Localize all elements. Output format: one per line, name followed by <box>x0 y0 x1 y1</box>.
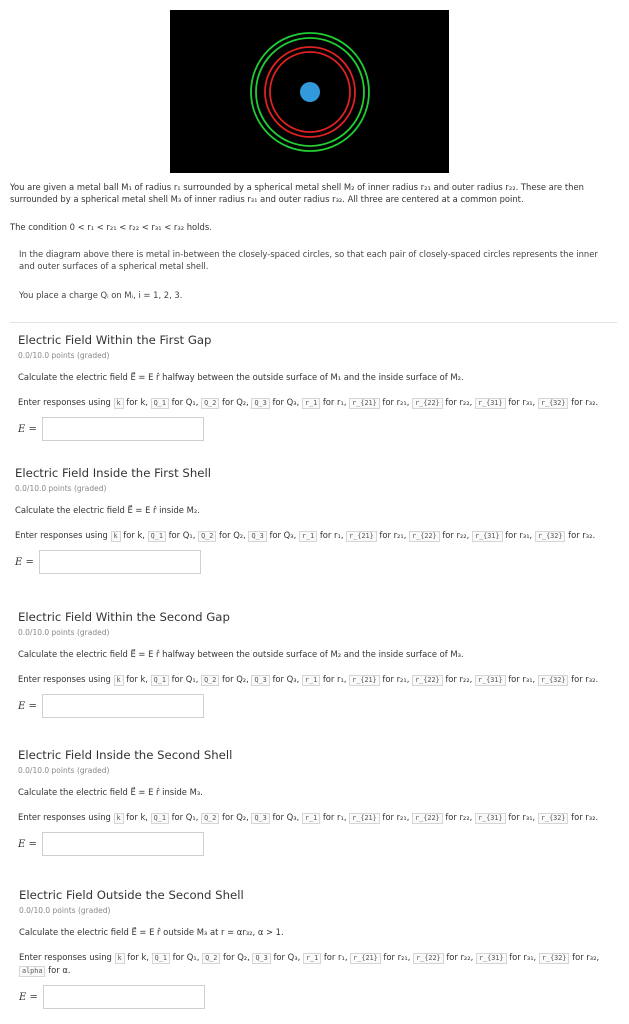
diagram-explanation: In the diagram above there is metal in-between the closely-spaced circles, so that each pair of closely-spaced circles represents the inner and outer surfaces of a spherical metal shell. <box>19 249 598 271</box>
variable-description: for r₃₁, <box>508 674 536 684</box>
variable-code-chip: k <box>114 813 124 824</box>
variable-code-chip: r_{32} <box>538 813 569 824</box>
variable-code-chip: r_{31} <box>475 675 506 686</box>
variable-description: for Q₁, <box>172 952 200 962</box>
variable-code-chip: Q_3 <box>248 531 266 542</box>
response-instructions <box>18 811 608 824</box>
variable-description: for α. <box>48 965 71 975</box>
variable-description: for r₃₁, <box>509 952 537 962</box>
variable-code-chip: Q_3 <box>251 398 269 409</box>
variable-description: for r₁, <box>322 674 347 684</box>
variable-description: for r₃₁, <box>508 397 536 407</box>
variable-code-chip: r_{32} <box>535 531 566 542</box>
variable-code-chip: k <box>111 531 121 542</box>
answer-label: E = <box>19 991 38 1003</box>
variable-description: for Q₃, <box>269 530 297 540</box>
section-points: 0.0/10.0 points (graded) <box>18 628 110 637</box>
variable-description: for Q₂, <box>222 674 249 684</box>
section-question: Calculate the electric field E⃗ = E r̂ inside M₃. <box>18 787 203 797</box>
section-title: Electric Field Within the Second Gap <box>18 610 230 624</box>
variable-code-chip: k <box>115 953 125 964</box>
variable-description: Enter responses using <box>15 530 108 540</box>
variable-description: for Q₁, <box>171 674 199 684</box>
answer-label: E = <box>18 838 37 850</box>
variable-description: for Q₂, <box>219 530 246 540</box>
variable-code-chip: r_{22} <box>412 675 443 686</box>
variable-code-chip: r_{32} <box>539 953 570 964</box>
variable-code-chip: Q_2 <box>201 813 219 824</box>
variable-description: for Q₂, <box>222 397 249 407</box>
variable-description: for Q₃, <box>273 952 301 962</box>
variable-description: for r₂₂, <box>445 397 473 407</box>
variable-code-chip: r_{21} <box>350 953 381 964</box>
variable-code-chip: r_{32} <box>538 675 569 686</box>
variable-description: for k, <box>126 397 148 407</box>
variable-description: for Q₁, <box>171 812 199 822</box>
variable-code-chip: alpha <box>19 966 45 977</box>
problem-section <box>18 748 608 856</box>
variable-description: Enter responses using <box>19 952 112 962</box>
variable-description: for k, <box>126 812 148 822</box>
variable-description: for Q₁, <box>168 530 196 540</box>
variable-description: for r₃₁, <box>505 530 533 540</box>
response-instructions <box>19 951 609 977</box>
section-title: Electric Field Inside the First Shell <box>15 466 211 480</box>
variable-description: for Q₃, <box>272 674 300 684</box>
variable-description: for Q₁, <box>171 397 199 407</box>
variable-description: for r₁, <box>322 397 347 407</box>
variable-description: for r₃₂. <box>571 397 599 407</box>
variable-description: for Q₂, <box>223 952 250 962</box>
variable-code-chip: r_1 <box>299 531 317 542</box>
section-title: Electric Field Inside the Second Shell <box>18 748 233 762</box>
variable-code-chip: r_1 <box>302 813 320 824</box>
answer-label: E = <box>15 556 34 568</box>
answer-row <box>18 694 608 718</box>
variable-code-chip: r_{21} <box>346 531 377 542</box>
divider <box>10 322 617 323</box>
variable-code-chip: Q_2 <box>202 953 220 964</box>
problem-section <box>19 888 609 1009</box>
variable-code-chip: r_{31} <box>475 398 506 409</box>
concentric-shells-diagram <box>170 10 449 173</box>
variable-code-chip: Q_3 <box>252 953 270 964</box>
section-question: Calculate the electric field E⃗ = E r̂ inside M₂. <box>15 505 200 515</box>
answer-label: E = <box>18 700 37 712</box>
problem-section <box>18 333 608 441</box>
metal-ball <box>300 82 320 102</box>
variable-code-chip: Q_1 <box>151 813 169 824</box>
variable-description: for r₃₂. <box>568 530 596 540</box>
variable-code-chip: Q_2 <box>198 531 216 542</box>
variable-description: for k, <box>123 530 145 540</box>
variable-code-chip: r_{21} <box>349 675 380 686</box>
variable-code-chip: r_{22} <box>412 398 443 409</box>
answer-input[interactable] <box>43 985 205 1009</box>
variable-code-chip: k <box>114 398 124 409</box>
variable-description: for r₃₂. <box>571 674 599 684</box>
variable-code-chip: r_{21} <box>349 398 380 409</box>
section-title: Electric Field Within the First Gap <box>18 333 212 347</box>
variable-description: for r₂₁, <box>379 530 407 540</box>
variable-description: for r₂₂, <box>446 952 474 962</box>
variable-code-chip: Q_2 <box>201 398 219 409</box>
variable-code-chip: r_1 <box>302 398 320 409</box>
variable-code-chip: r_1 <box>302 675 320 686</box>
variable-code-chip: r_{32} <box>538 398 569 409</box>
problem-section <box>15 466 605 574</box>
variable-code-chip: r_{22} <box>409 531 440 542</box>
section-points: 0.0/10.0 points (graded) <box>18 766 110 775</box>
section-title: Electric Field Outside the Second Shell <box>19 888 244 902</box>
section-question: Calculate the electric field E⃗ = E r̂ outside M₃ at r = αr₃₂, α > 1. <box>19 927 284 937</box>
variable-description: Enter responses using <box>18 397 111 407</box>
variable-description: for r₃₁, <box>508 812 536 822</box>
answer-row <box>19 985 609 1009</box>
variable-description: for r₁, <box>322 812 347 822</box>
variable-code-chip: k <box>114 675 124 686</box>
variable-code-chip: r_{22} <box>413 953 444 964</box>
section-question: Calculate the electric field E⃗ = E r̂ halfway between the outside surface of M₂ and the inside surface of M₃. <box>18 649 464 659</box>
answer-input[interactable] <box>39 550 201 574</box>
answer-row <box>18 832 608 856</box>
problem-section <box>18 610 608 718</box>
radius-condition: The condition 0 < r₁ < r₂₁ < r₂₂ < r₃₁ < r₃₂ holds. <box>10 222 212 232</box>
variable-description: Enter responses using <box>18 674 111 684</box>
variable-description: for r₁, <box>319 530 344 540</box>
variable-code-chip: r_{31} <box>472 531 503 542</box>
variable-description: for r₂₁, <box>382 397 410 407</box>
variable-description: for r₂₂, <box>445 812 473 822</box>
section-points: 0.0/10.0 points (graded) <box>18 351 110 360</box>
section-question: Calculate the electric field E⃗ = E r̂ halfway between the outside surface of M₁ and the inside surface of M₂. <box>18 372 464 382</box>
variable-code-chip: r_1 <box>303 953 321 964</box>
response-instructions <box>15 529 605 542</box>
variable-description: for r₂₁, <box>383 952 411 962</box>
answer-input[interactable] <box>42 417 204 441</box>
answer-input[interactable] <box>42 694 204 718</box>
variable-code-chip: Q_1 <box>151 398 169 409</box>
variable-description: for r₁, <box>323 952 348 962</box>
variable-code-chip: r_{31} <box>475 813 506 824</box>
variable-description: for r₂₁, <box>382 674 410 684</box>
charge-statement: You place a charge Qᵢ on Mᵢ, i = 1, 2, 3. <box>19 290 183 300</box>
variable-description: for r₃₂, <box>572 952 600 962</box>
variable-code-chip: Q_1 <box>148 531 166 542</box>
section-points: 0.0/10.0 points (graded) <box>19 906 111 915</box>
variable-description: for k, <box>126 674 148 684</box>
variable-code-chip: Q_2 <box>201 675 219 686</box>
response-instructions <box>18 673 608 686</box>
variable-code-chip: Q_1 <box>151 675 169 686</box>
variable-description: Enter responses using <box>18 812 111 822</box>
answer-input[interactable] <box>42 832 204 856</box>
intro-paragraph: You are given a metal ball M₁ of radius r₁ surrounded by a spherical metal shell M₂ of inner radius r₂₁ and outer radius r₂₂. These are then surrounded by a spherical metal shell M₃ of inner radius r₃₁ and outer radius r₃₂. All three are centered at a common point. <box>10 182 584 204</box>
section-points: 0.0/10.0 points (graded) <box>15 484 107 493</box>
variable-code-chip: Q_3 <box>251 675 269 686</box>
variable-description: for Q₃, <box>272 812 300 822</box>
variable-description: for r₃₂. <box>571 812 599 822</box>
variable-description: for r₂₂, <box>445 674 473 684</box>
variable-code-chip: Q_1 <box>152 953 170 964</box>
response-instructions <box>18 396 608 409</box>
variable-code-chip: r_{31} <box>476 953 507 964</box>
variable-description: for k, <box>127 952 149 962</box>
answer-label: E = <box>18 423 37 435</box>
answer-row <box>18 417 608 441</box>
answer-row <box>15 550 605 574</box>
variable-code-chip: r_{22} <box>412 813 443 824</box>
variable-description: for r₂₂, <box>442 530 470 540</box>
variable-description: for Q₂, <box>222 812 249 822</box>
variable-description: for r₂₁, <box>382 812 410 822</box>
variable-description: for Q₃, <box>272 397 300 407</box>
variable-code-chip: Q_3 <box>251 813 269 824</box>
variable-code-chip: r_{21} <box>349 813 380 824</box>
